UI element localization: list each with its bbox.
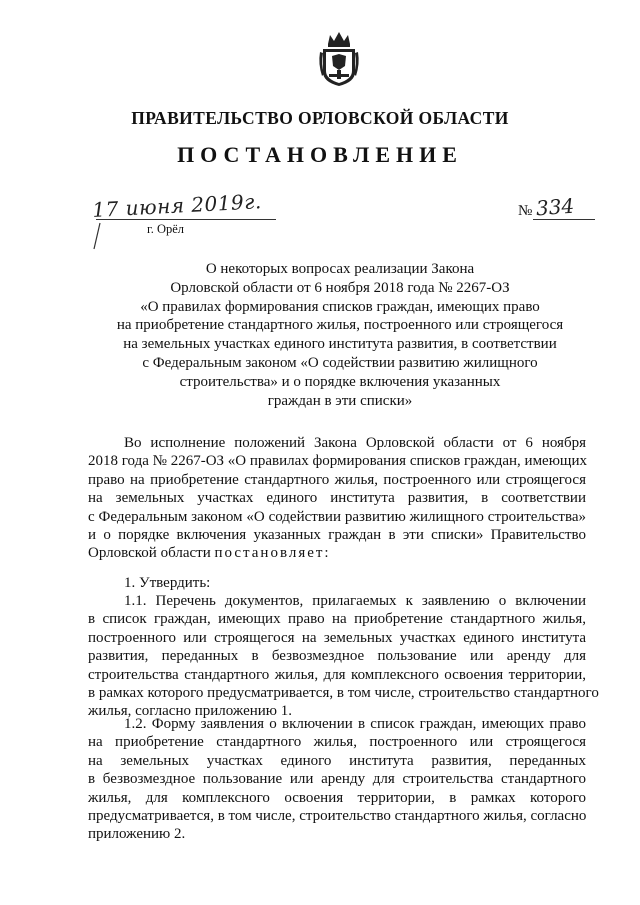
paragraph-line: с Федеральным законом «О содействии развитию жилищного строительства» [88,508,586,525]
coat-of-arms-icon [318,30,360,88]
item-1-1-paragraph [88,592,599,721]
subject-line: строительства» и о порядке включения указанных [179,373,501,390]
paragraph-line: 1.2. Форму заявления о включении в список граждан, имеющих право [124,716,586,732]
subject-line: «О правилах формирования списков граждан, имеющих право [140,298,540,315]
paragraph-line: на приобретение стандартного жилья, построенного или строящегося [88,734,586,751]
subject-line: Орловской области от 6 ноября 2018 года № 2267-ОЗ [170,279,510,296]
date-underline [96,219,276,220]
subject-line: О некоторых вопросах реализации Закона [205,261,475,277]
paragraph-line: и о порядке включения указанных граждан в эти списки» Правительство [88,527,586,544]
operative-word: постановляет: [214,545,331,562]
paragraph-line: приложению 2. [88,826,186,843]
city-label: г. Орёл [147,222,185,236]
subject-line: с Федеральным законом «О содействии развитию жилищного [142,354,538,371]
paragraph-line: Во исполнение положений Закона Орловской области от 6 ноября [124,435,586,451]
paragraph-line: в список граждан, имеющих право на приобретение стандартного жилья, [88,611,586,628]
paragraph-line: на земельных участках единого института развития, в соответствии [88,490,586,507]
paragraph-line: развития, переданных в безвозмездное пользование или аренду для [88,648,586,665]
preamble-last-prefix: Орловской области [88,545,211,562]
paragraph-line: в рамках которого предусматривается, в том числе, строительство стандартного [88,685,599,702]
number-label: № [518,203,533,219]
paragraph-line: на земельных участках единого института развития, переданных [88,752,586,769]
item-1-2-paragraph [88,715,586,844]
subject-line: на приобретение стандартного жилья, построенного или строящегося [116,317,564,334]
paragraph-line: жилья, для комплексного освоения территории, в рамках которого [88,789,586,806]
item-1-heading: 1. Утвердить: [124,575,211,591]
number-handwritten: 334 [535,193,575,221]
number-underline [533,219,595,220]
paragraph-line: предусматривается, в том числе, строительство стандартного жилья, согласно [88,808,587,825]
paragraph-line: построенного или строящегося на земельных участках единого института [88,629,586,646]
government-title: ПРАВИТЕЛЬСТВО ОРЛОВСКОЙ ОБЛАСТИ [131,108,509,128]
resolution-subject [90,260,590,410]
date-handwritten: 17 июня 2019г. [91,189,263,222]
preamble-paragraph [88,434,586,563]
paragraph-line: 2018 года № 2267-ОЗ «О правилах формирования списков граждан, имеющих [88,453,587,470]
item-1 [88,574,586,592]
paragraph-line: в безвозмездное пользование или аренду для строительства стандартного [88,771,586,788]
paragraph-line: строительства стандартного жилья, для комплексного освоения территории, [88,666,586,683]
paragraph-line: 1.1. Перечень документов, прилагаемых к заявлению о включении [124,593,586,609]
subject-line: граждан в эти списки» [267,392,413,409]
paragraph-line: право на приобретение стандартного жилья, построенного или строящегося [88,471,586,488]
subject-line: на земельных участках единого института развития, в соответствии [123,336,557,353]
paragraph-line: жилья, согласно приложению 1. [88,703,292,720]
document-type-title: ПОСТАНОВЛЕНИЕ [177,142,463,167]
paragraph-line [88,544,586,562]
